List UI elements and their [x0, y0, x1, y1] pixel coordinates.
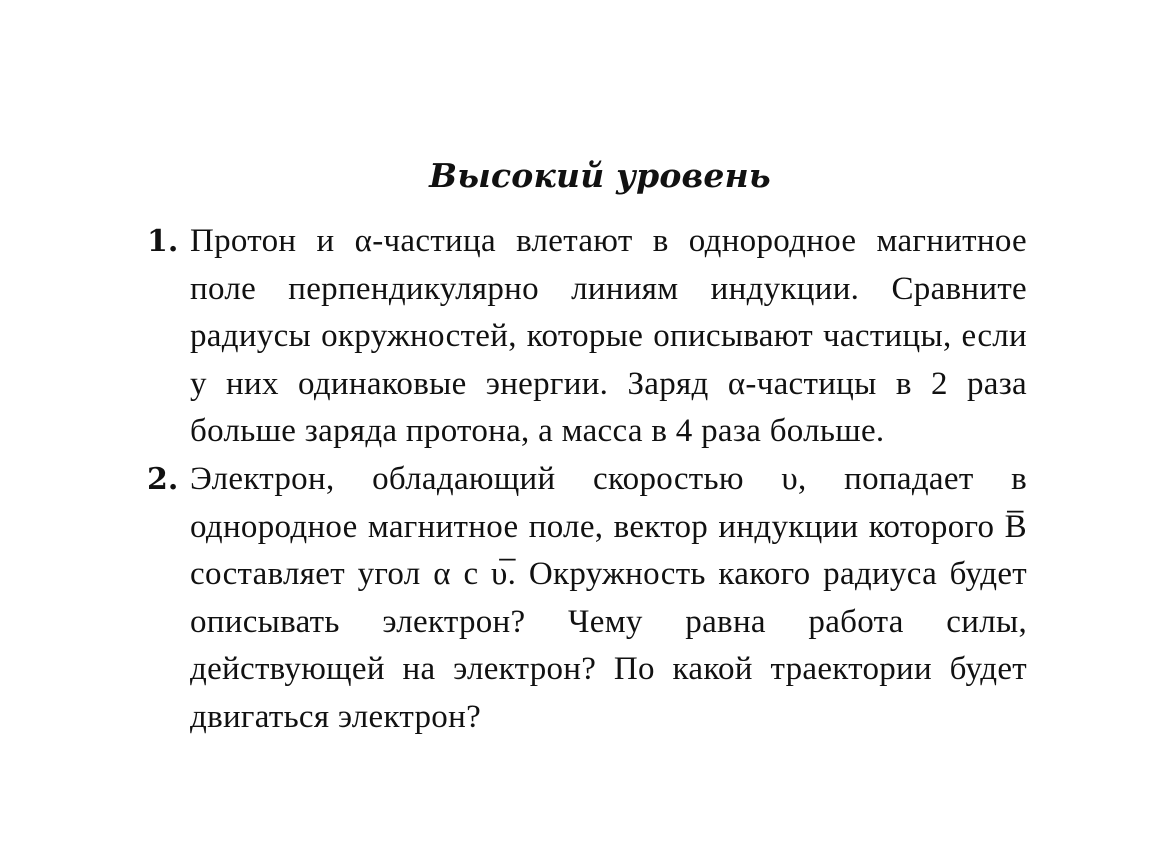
problem-list — [147, 218, 1027, 742]
problem-item — [147, 218, 1027, 456]
section-heading: Высокий уровень — [429, 156, 771, 195]
problem-number: 2. — [147, 461, 179, 497]
problem-number: 1. — [147, 224, 179, 259]
problem-text: Протон и α-частица влетают в однородное магнитное поле перпендикулярно линиям индукции. Сравните радиусы окружностей, которые описывают частицы, если у них одинаковые энергии. Заряд α-частицы в 2 раза больше заряда протона, а масса в 4 раза больше. — [190, 223, 1027, 450]
problem-item — [147, 456, 1027, 742]
problem-text: Электрон, обладающий скоростью υ, попадает в однородное магнитное поле, вектор индукции которого B̅ составляет угол α с υ̅. Окружность какого радиуса будет описывать электрон? Чему равна работа силы, действующей на электрон? По какой траектории будет двигаться электрон? — [190, 460, 1027, 735]
